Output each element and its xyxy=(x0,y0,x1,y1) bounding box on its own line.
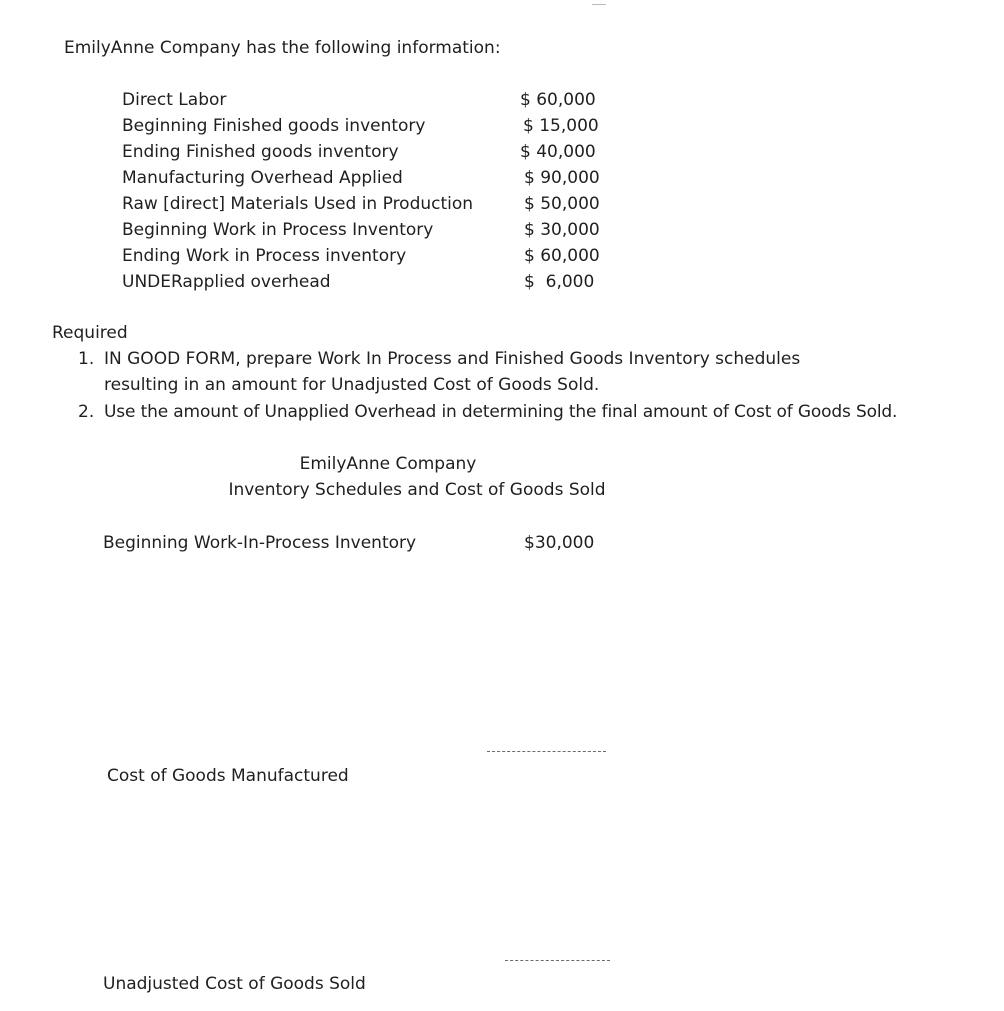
info-value: $ 50,000 xyxy=(524,194,600,214)
info-label: Manufacturing Overhead Applied xyxy=(122,168,403,188)
info-label: Direct Labor xyxy=(122,90,227,110)
info-value: $ 15,000 xyxy=(523,116,599,136)
intro-text: EmilyAnne Company has the following information: xyxy=(64,38,501,58)
list-number: 2. xyxy=(78,402,95,422)
beginning-wip-label: Beginning Work-In-Process Inventory xyxy=(103,533,417,553)
requirement-1-line-1: IN GOOD FORM, prepare Work In Process and Finished Goods Inventory schedules xyxy=(104,349,801,369)
info-value: $ 90,000 xyxy=(524,168,600,188)
list-number: 1. xyxy=(78,349,95,369)
requirement-2-text: Use the amount of Unapplied Overhead in determining the final amount of Cost of Goods Sold. xyxy=(104,402,898,422)
info-label: Beginning Finished goods inventory xyxy=(122,116,426,136)
info-label: Beginning Work in Process Inventory xyxy=(122,220,434,240)
info-label: Ending Finished goods inventory xyxy=(122,142,399,162)
requirement-1-line-2: resulting in an amount for Unadjusted Cost of Goods Sold. xyxy=(104,375,600,395)
beginning-wip-value: $30,000 xyxy=(524,533,595,553)
page-top-mark xyxy=(592,0,606,5)
info-value: $ 6,000 xyxy=(524,272,595,292)
info-label: Raw [direct] Materials Used in Production xyxy=(122,194,474,214)
schedule-company-name: EmilyAnne Company xyxy=(299,454,477,474)
info-value: $ 30,000 xyxy=(524,220,600,240)
cogm-label: Cost of Goods Manufactured xyxy=(107,766,349,786)
required-heading: Required xyxy=(52,323,128,343)
schedule-title: Inventory Schedules and Cost of Goods Sold xyxy=(228,480,606,500)
unadjusted-cogs-label: Unadjusted Cost of Goods Sold xyxy=(103,974,366,994)
subtotal-dashed-line xyxy=(505,960,610,961)
info-label: Ending Work in Process inventory xyxy=(122,246,407,266)
info-value: $ 60,000 xyxy=(520,90,596,110)
info-value: $ 40,000 xyxy=(520,142,596,162)
info-label: UNDERapplied overhead xyxy=(122,272,331,292)
subtotal-dashed-line xyxy=(487,751,606,752)
info-value: $ 60,000 xyxy=(524,246,600,266)
